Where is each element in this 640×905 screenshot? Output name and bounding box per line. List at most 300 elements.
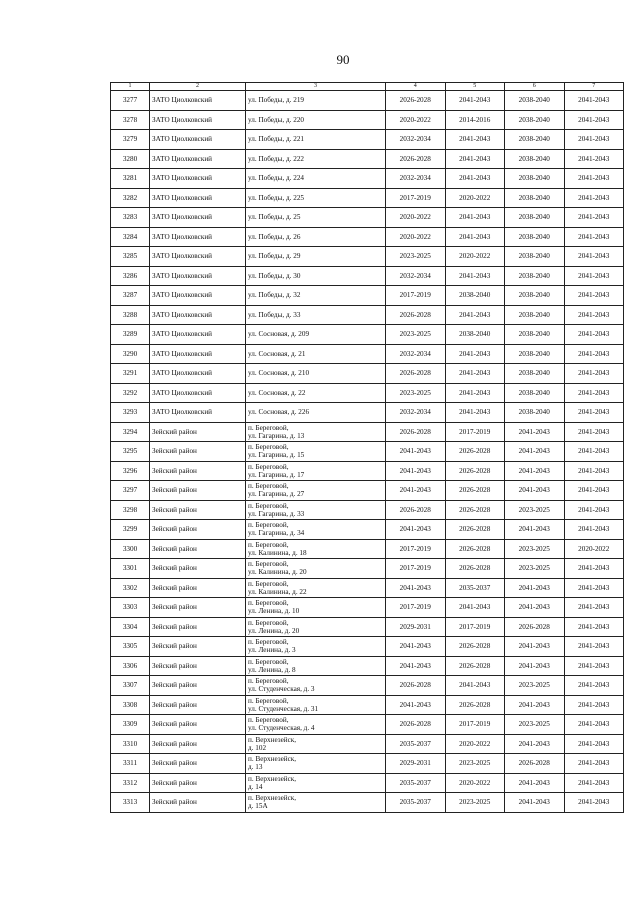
- column-header: 3: [246, 83, 386, 91]
- address-cell: [246, 500, 386, 520]
- table-row: [111, 188, 624, 208]
- period-cell: 2026-2028: [445, 539, 505, 559]
- period-cell: 2032-2034: [386, 130, 446, 150]
- period-cell: 2041-2043: [564, 617, 624, 637]
- period-cell: 2026-2028: [445, 637, 505, 657]
- territory-cell: ЗАТО Циолковский: [150, 344, 246, 364]
- period-cell: 2041-2043: [564, 715, 624, 735]
- period-cell: 2041-2043: [564, 559, 624, 579]
- row-number-cell: 3284: [111, 227, 150, 247]
- row-number-cell: 3300: [111, 539, 150, 559]
- period-cell: 2041-2043: [564, 793, 624, 813]
- period-cell: 2041-2043: [505, 656, 565, 676]
- table-row: [111, 773, 624, 793]
- period-cell: 2041-2043: [505, 461, 565, 481]
- table-row: [111, 344, 624, 364]
- row-number-cell: 3287: [111, 286, 150, 306]
- address-line: ул. Ленина, д. 20: [248, 626, 300, 635]
- territory-cell: Зейский район: [150, 442, 246, 462]
- address-line: ул. Студенческая, д. 4: [248, 724, 315, 733]
- table-row: [111, 520, 624, 540]
- address-line: ул. Победы, д. 33: [248, 310, 301, 319]
- table-row: [111, 403, 624, 423]
- address-line: ул. Сосновая, д. 210: [248, 369, 310, 378]
- period-cell: 2041-2043: [505, 695, 565, 715]
- address-line: ул. Гагарина, д. 17: [248, 470, 305, 479]
- table-row: [111, 325, 624, 345]
- row-number-cell: 3280: [111, 149, 150, 169]
- period-cell: 2041-2043: [445, 305, 505, 325]
- period-cell: 2020-2022: [445, 773, 505, 793]
- period-cell: 2020-2022: [445, 247, 505, 267]
- territory-cell: ЗАТО Циолковский: [150, 325, 246, 345]
- address-cell: [246, 130, 386, 150]
- table-row: [111, 442, 624, 462]
- period-cell: 2041-2043: [564, 676, 624, 696]
- table-row: [111, 227, 624, 247]
- period-cell: 2038-2040: [505, 227, 565, 247]
- address-cell: [246, 383, 386, 403]
- period-cell: 2041-2043: [564, 305, 624, 325]
- period-cell: 2038-2040: [505, 149, 565, 169]
- period-cell: 2041-2043: [505, 578, 565, 598]
- row-number-cell: 3285: [111, 247, 150, 267]
- column-header: 4: [386, 83, 446, 91]
- period-cell: 2020-2022: [386, 110, 446, 130]
- address-line: п. Береговой,: [248, 501, 289, 510]
- address-line: ул. Сосновая, д. 21: [248, 349, 306, 358]
- period-cell: 2023-2025: [386, 383, 446, 403]
- row-number-cell: 3292: [111, 383, 150, 403]
- address-cell: [246, 461, 386, 481]
- address-line: ул. Победы, д. 32: [248, 291, 301, 300]
- address-cell: [246, 344, 386, 364]
- table-row: [111, 754, 624, 774]
- territory-cell: Зейский район: [150, 539, 246, 559]
- period-cell: 2041-2043: [445, 383, 505, 403]
- row-number-cell: 3297: [111, 481, 150, 501]
- period-cell: 2035-2037: [386, 734, 446, 754]
- address-line: ул. Калинина, д. 22: [248, 587, 307, 596]
- address-cell: [246, 520, 386, 540]
- table-row: [111, 266, 624, 286]
- address-line: д. 102: [248, 743, 267, 752]
- period-cell: 2041-2043: [445, 149, 505, 169]
- period-cell: 2038-2040: [505, 364, 565, 384]
- period-cell: 2023-2025: [505, 559, 565, 579]
- period-cell: 2026-2028: [445, 520, 505, 540]
- period-cell: 2041-2043: [564, 500, 624, 520]
- address-line: ул. Победы, д. 25: [248, 213, 301, 222]
- address-cell: [246, 793, 386, 813]
- territory-cell: Зейский район: [150, 715, 246, 735]
- table-row: [111, 656, 624, 676]
- address-cell: [246, 734, 386, 754]
- period-cell: 2041-2043: [564, 403, 624, 423]
- period-cell: 2041-2043: [564, 481, 624, 501]
- table-row: [111, 481, 624, 501]
- period-cell: 2041-2043: [564, 773, 624, 793]
- address-cell: [246, 773, 386, 793]
- address-cell: [246, 247, 386, 267]
- address-cell: [246, 364, 386, 384]
- period-cell: 2017-2019: [386, 188, 446, 208]
- period-cell: 2035-2037: [386, 773, 446, 793]
- table-row: [111, 208, 624, 228]
- address-line: ул. Победы, д. 29: [248, 252, 301, 261]
- row-number-cell: 3289: [111, 325, 150, 345]
- period-cell: 2023-2025: [505, 676, 565, 696]
- period-cell: 2041-2043: [445, 208, 505, 228]
- address-cell: [246, 149, 386, 169]
- period-cell: 2023-2025: [445, 793, 505, 813]
- address-line: ул. Сосновая, д. 209: [248, 330, 310, 339]
- address-line: п. Береговой,: [248, 657, 289, 666]
- period-cell: 2023-2025: [505, 715, 565, 735]
- period-cell: 2041-2043: [564, 110, 624, 130]
- period-cell: 2041-2043: [564, 130, 624, 150]
- period-cell: 2038-2040: [505, 344, 565, 364]
- row-number-cell: 3288: [111, 305, 150, 325]
- territory-cell: ЗАТО Циолковский: [150, 403, 246, 423]
- page-number: 90: [336, 52, 350, 67]
- territory-cell: Зейский район: [150, 500, 246, 520]
- address-cell: [246, 676, 386, 696]
- territory-cell: ЗАТО Циолковский: [150, 91, 246, 111]
- address-cell: [246, 559, 386, 579]
- territory-cell: Зейский район: [150, 422, 246, 442]
- address-line: ул. Победы, д. 224: [248, 174, 305, 183]
- address-cell: [246, 617, 386, 637]
- period-cell: 2035-2037: [386, 793, 446, 813]
- period-cell: 2041-2043: [564, 344, 624, 364]
- period-cell: 2020-2022: [564, 539, 624, 559]
- row-number-cell: 3301: [111, 559, 150, 579]
- period-cell: 2032-2034: [386, 169, 446, 189]
- period-cell: 2041-2043: [445, 130, 505, 150]
- table-row: [111, 695, 624, 715]
- address-cell: [246, 403, 386, 423]
- table-body: [111, 91, 624, 813]
- address-line: п. Береговой,: [248, 638, 289, 647]
- period-cell: 2029-2031: [386, 617, 446, 637]
- territory-cell: Зейский район: [150, 617, 246, 637]
- period-cell: 2017-2019: [445, 422, 505, 442]
- period-cell: 2041-2043: [505, 422, 565, 442]
- table-row: [111, 247, 624, 267]
- period-cell: 2041-2043: [445, 403, 505, 423]
- address-cell: [246, 656, 386, 676]
- period-cell: 2017-2019: [386, 539, 446, 559]
- row-number-cell: 3296: [111, 461, 150, 481]
- period-cell: 2041-2043: [505, 637, 565, 657]
- address-line: ул. Студенческая, д. 3: [248, 685, 315, 694]
- address-line: п. Береговой,: [248, 443, 289, 452]
- period-cell: 2041-2043: [564, 695, 624, 715]
- address-cell: [246, 305, 386, 325]
- period-cell: 2026-2028: [445, 442, 505, 462]
- period-cell: 2038-2040: [505, 286, 565, 306]
- territory-cell: ЗАТО Циолковский: [150, 383, 246, 403]
- period-cell: 2023-2025: [505, 539, 565, 559]
- address-line: ул. Гагарина, д. 13: [248, 431, 305, 440]
- period-cell: 2017-2019: [445, 715, 505, 735]
- period-cell: 2014-2016: [445, 110, 505, 130]
- address-line: ул. Сосновая, д. 226: [248, 408, 310, 417]
- address-cell: [246, 286, 386, 306]
- territory-cell: Зейский район: [150, 461, 246, 481]
- period-cell: 2041-2043: [564, 286, 624, 306]
- address-line: ул. Победы, д. 221: [248, 135, 305, 144]
- table-row: [111, 598, 624, 618]
- table-row: [111, 422, 624, 442]
- address-cell: [246, 442, 386, 462]
- territory-cell: Зейский район: [150, 559, 246, 579]
- row-number-cell: 3299: [111, 520, 150, 540]
- address-line: д. 14: [248, 782, 263, 791]
- address-line: п. Береговой,: [248, 560, 289, 569]
- period-cell: 2038-2040: [505, 110, 565, 130]
- territory-cell: Зейский район: [150, 793, 246, 813]
- table-row: [111, 110, 624, 130]
- period-cell: 2026-2028: [505, 754, 565, 774]
- territory-cell: ЗАТО Циолковский: [150, 227, 246, 247]
- period-cell: 2041-2043: [505, 520, 565, 540]
- period-cell: 2041-2043: [564, 754, 624, 774]
- period-cell: 2017-2019: [445, 617, 505, 637]
- address-cell: [246, 481, 386, 501]
- address-line: п. Верхнезейск,: [248, 755, 297, 764]
- period-cell: 2026-2028: [386, 305, 446, 325]
- address-line: п. Береговой,: [248, 618, 289, 627]
- column-header: 2: [150, 83, 246, 91]
- period-cell: 2041-2043: [445, 227, 505, 247]
- row-number-cell: 3290: [111, 344, 150, 364]
- table-row: [111, 676, 624, 696]
- period-cell: 2041-2043: [564, 442, 624, 462]
- row-number-cell: 3305: [111, 637, 150, 657]
- period-cell: 2041-2043: [505, 734, 565, 754]
- period-cell: 2038-2040: [505, 305, 565, 325]
- address-cell: [246, 208, 386, 228]
- table-row: [111, 793, 624, 813]
- territory-cell: Зейский район: [150, 754, 246, 774]
- period-cell: 2041-2043: [445, 344, 505, 364]
- row-number-cell: 3295: [111, 442, 150, 462]
- address-cell: [246, 227, 386, 247]
- table-row: [111, 637, 624, 657]
- address-line: ул. Победы, д. 219: [248, 96, 305, 105]
- period-cell: 2041-2043: [564, 325, 624, 345]
- period-cell: 2041-2043: [386, 481, 446, 501]
- period-cell: 2017-2019: [386, 598, 446, 618]
- address-line: п. Верхнезейск,: [248, 735, 297, 744]
- period-cell: 2026-2028: [445, 500, 505, 520]
- period-cell: 2041-2043: [564, 227, 624, 247]
- row-number-cell: 3281: [111, 169, 150, 189]
- period-cell: 2038-2040: [505, 247, 565, 267]
- territory-cell: ЗАТО Циолковский: [150, 208, 246, 228]
- table-row: [111, 286, 624, 306]
- column-header: 5: [445, 83, 505, 91]
- period-cell: 2020-2022: [445, 734, 505, 754]
- address-line: ул. Победы, д. 220: [248, 115, 305, 124]
- period-cell: 2038-2040: [505, 403, 565, 423]
- table-row: [111, 305, 624, 325]
- address-cell: [246, 598, 386, 618]
- row-number-cell: 3279: [111, 130, 150, 150]
- row-number-cell: 3302: [111, 578, 150, 598]
- address-cell: [246, 266, 386, 286]
- row-number-cell: 3286: [111, 266, 150, 286]
- period-cell: 2038-2040: [505, 169, 565, 189]
- period-cell: 2038-2040: [505, 91, 565, 111]
- period-cell: 2041-2043: [564, 734, 624, 754]
- period-cell: 2041-2043: [505, 773, 565, 793]
- row-number-cell: 3311: [111, 754, 150, 774]
- period-cell: 2026-2028: [505, 617, 565, 637]
- table-row: [111, 617, 624, 637]
- address-cell: [246, 169, 386, 189]
- period-cell: 2029-2031: [386, 754, 446, 774]
- column-header: 1: [111, 83, 150, 91]
- period-cell: 2023-2025: [386, 325, 446, 345]
- period-cell: 2041-2043: [386, 656, 446, 676]
- period-cell: 2038-2040: [505, 325, 565, 345]
- row-number-cell: 3278: [111, 110, 150, 130]
- period-cell: 2026-2028: [445, 559, 505, 579]
- territory-cell: Зейский район: [150, 520, 246, 540]
- territory-cell: Зейский район: [150, 734, 246, 754]
- address-line: ул. Студенческая, д. 31: [248, 704, 319, 713]
- row-number-cell: 3303: [111, 598, 150, 618]
- territory-cell: ЗАТО Циолковский: [150, 110, 246, 130]
- address-line: п. Береговой,: [248, 521, 289, 530]
- period-cell: 2026-2028: [445, 656, 505, 676]
- row-number-cell: 3312: [111, 773, 150, 793]
- period-cell: 2017-2019: [386, 286, 446, 306]
- period-cell: 2041-2043: [386, 578, 446, 598]
- period-cell: 2026-2028: [386, 676, 446, 696]
- address-cell: [246, 110, 386, 130]
- period-cell: 2041-2043: [564, 656, 624, 676]
- table-row: [111, 539, 624, 559]
- period-cell: 2026-2028: [386, 500, 446, 520]
- address-cell: [246, 754, 386, 774]
- row-number-cell: 3308: [111, 695, 150, 715]
- table-row: [111, 500, 624, 520]
- address-line: ул. Ленина, д. 3: [248, 646, 296, 655]
- address-line: п. Верхнезейск,: [248, 774, 297, 783]
- row-number-cell: 3291: [111, 364, 150, 384]
- period-cell: 2038-2040: [505, 383, 565, 403]
- period-cell: 2038-2040: [505, 130, 565, 150]
- period-cell: 2038-2040: [505, 266, 565, 286]
- territory-cell: ЗАТО Циолковский: [150, 305, 246, 325]
- row-number-cell: 3298: [111, 500, 150, 520]
- period-cell: 2032-2034: [386, 266, 446, 286]
- period-cell: 2041-2043: [386, 442, 446, 462]
- territory-cell: ЗАТО Циолковский: [150, 364, 246, 384]
- address-cell: [246, 188, 386, 208]
- period-cell: 2041-2043: [564, 149, 624, 169]
- territory-cell: Зейский район: [150, 656, 246, 676]
- period-cell: 2026-2028: [386, 149, 446, 169]
- period-cell: 2041-2043: [564, 208, 624, 228]
- period-cell: 2032-2034: [386, 344, 446, 364]
- table-row: [111, 149, 624, 169]
- period-cell: 2041-2043: [386, 695, 446, 715]
- period-cell: 2041-2043: [505, 442, 565, 462]
- period-cell: 2041-2043: [445, 266, 505, 286]
- row-number-cell: 3294: [111, 422, 150, 442]
- territory-cell: Зейский район: [150, 773, 246, 793]
- address-cell: [246, 695, 386, 715]
- period-cell: 2041-2043: [564, 266, 624, 286]
- period-cell: 2041-2043: [445, 364, 505, 384]
- address-cell: [246, 637, 386, 657]
- period-cell: 2041-2043: [564, 91, 624, 111]
- housing-schedule-table: [110, 82, 624, 813]
- territory-cell: ЗАТО Циолковский: [150, 286, 246, 306]
- table-row: [111, 169, 624, 189]
- row-number-cell: 3277: [111, 91, 150, 111]
- period-cell: 2041-2043: [386, 461, 446, 481]
- period-cell: 2041-2043: [445, 91, 505, 111]
- row-number-cell: 3307: [111, 676, 150, 696]
- period-cell: 2041-2043: [505, 481, 565, 501]
- period-cell: 2023-2025: [386, 247, 446, 267]
- period-cell: 2026-2028: [386, 364, 446, 384]
- table-row: [111, 130, 624, 150]
- address-line: ул. Победы, д. 30: [248, 271, 301, 280]
- period-cell: 2038-2040: [445, 286, 505, 306]
- period-cell: 2026-2028: [386, 715, 446, 735]
- row-number-cell: 3313: [111, 793, 150, 813]
- period-cell: 2032-2034: [386, 403, 446, 423]
- address-line: ул. Гагарина, д. 15: [248, 451, 305, 460]
- period-cell: 2041-2043: [505, 793, 565, 813]
- address-line: ул. Гагарина, д. 27: [248, 490, 305, 499]
- address-line: ул. Победы, д. 225: [248, 193, 305, 202]
- table-row: [111, 91, 624, 111]
- period-cell: 2041-2043: [564, 247, 624, 267]
- address-line: ул. Ленина, д. 10: [248, 607, 300, 616]
- period-cell: 2041-2043: [564, 520, 624, 540]
- period-cell: 2041-2043: [386, 520, 446, 540]
- period-cell: 2020-2022: [445, 188, 505, 208]
- address-line: п. Береговой,: [248, 696, 289, 705]
- address-line: ул. Сосновая, д. 22: [248, 388, 306, 397]
- table-row: [111, 734, 624, 754]
- address-line: ул. Калинина, д. 20: [248, 568, 307, 577]
- period-cell: 2041-2043: [564, 578, 624, 598]
- period-cell: 2041-2043: [564, 598, 624, 618]
- period-cell: 2041-2043: [564, 422, 624, 442]
- address-cell: [246, 715, 386, 735]
- address-line: п. Береговой,: [248, 599, 289, 608]
- address-line: д. 15А: [248, 802, 268, 811]
- territory-cell: ЗАТО Циолковский: [150, 130, 246, 150]
- period-cell: 2023-2025: [505, 500, 565, 520]
- address-line: п. Береговой,: [248, 482, 289, 491]
- period-cell: 2041-2043: [564, 364, 624, 384]
- territory-cell: Зейский район: [150, 637, 246, 657]
- column-header: 6: [505, 83, 565, 91]
- row-number-cell: 3282: [111, 188, 150, 208]
- address-line: ул. Победы, д. 222: [248, 154, 305, 163]
- period-cell: 2041-2043: [386, 637, 446, 657]
